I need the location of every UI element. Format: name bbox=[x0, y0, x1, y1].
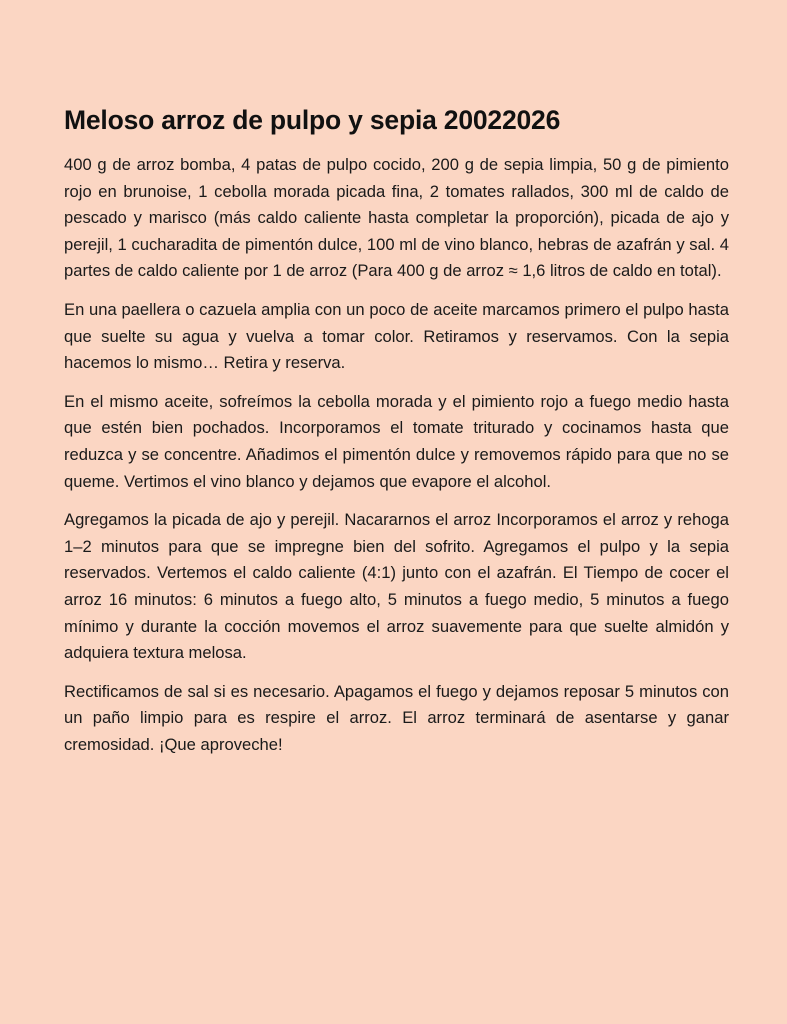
recipe-title: Meloso arroz de pulpo y sepia 20022026 bbox=[64, 105, 561, 135]
step-rice-cooking-paragraph: Agregamos la picada de ajo y perejil. Nacararnos el arroz Incorporamos el arroz y rehoga 1–2 minutos para que se impregne bien del sofrito. Agregamos el pulpo y la sepia reservados. Vertemos el caldo caliente (4:1) junto con el azafrán. El Tiempo de cocer el arroz 16 minutos: 6 minutos a fuego alto, 5 minutos a fuego medio, 5 minutos a fuego mínimo y durante la cocción movemos el arroz suavemente para que suelte almidón y adquiera textura melosa. bbox=[64, 510, 729, 663]
step-sofrito-paragraph: En el mismo aceite, sofreímos la cebolla morada y el pimiento rojo a fuego medio hasta que estén bien pochados. Incorporamos el tomate triturado y cocinamos hasta que reduzca y se concentre. Añadimos el pimentón dulce y removemos rápido para que no se queme. Vertimos el vino blanco y dejamos que evapore el alcohol. bbox=[64, 391, 729, 491]
ingredients-paragraph: 400 g de arroz bomba, 4 patas de pulpo cocido, 200 g de sepia limpia, 50 g de pimiento rojo en brunoise, 1 cebolla morada picada fina, 2 tomates rallados, 300 ml de caldo de pescado y marisco (más caldo caliente hasta completar la proporción), picada de ajo y perejil, 1 cucharadita de pimentón dulce, 100 ml de vino blanco, hebras de azafrán y sal. 4 partes de caldo caliente por 1 de arroz (Para 400 g de arroz ≈ 1,6 litros de caldo en total). bbox=[64, 155, 729, 281]
step-sear-paragraph: En una paellera o cazuela amplia con un poco de aceite marcamos primero el pulpo hasta que suelte su agua y vuelva a tomar color. Retiramos y reservamos. Con la sepia hacemos lo mismo… Retira y reserva. bbox=[64, 299, 729, 373]
step-finish-paragraph: Rectificamos de sal si es necesario. Apagamos el fuego y dejamos reposar 5 minutos con un paño limpio para es respire el arroz. El arroz terminará de asentarse y ganar cremosidad. ¡Que aproveche! bbox=[64, 681, 729, 754]
